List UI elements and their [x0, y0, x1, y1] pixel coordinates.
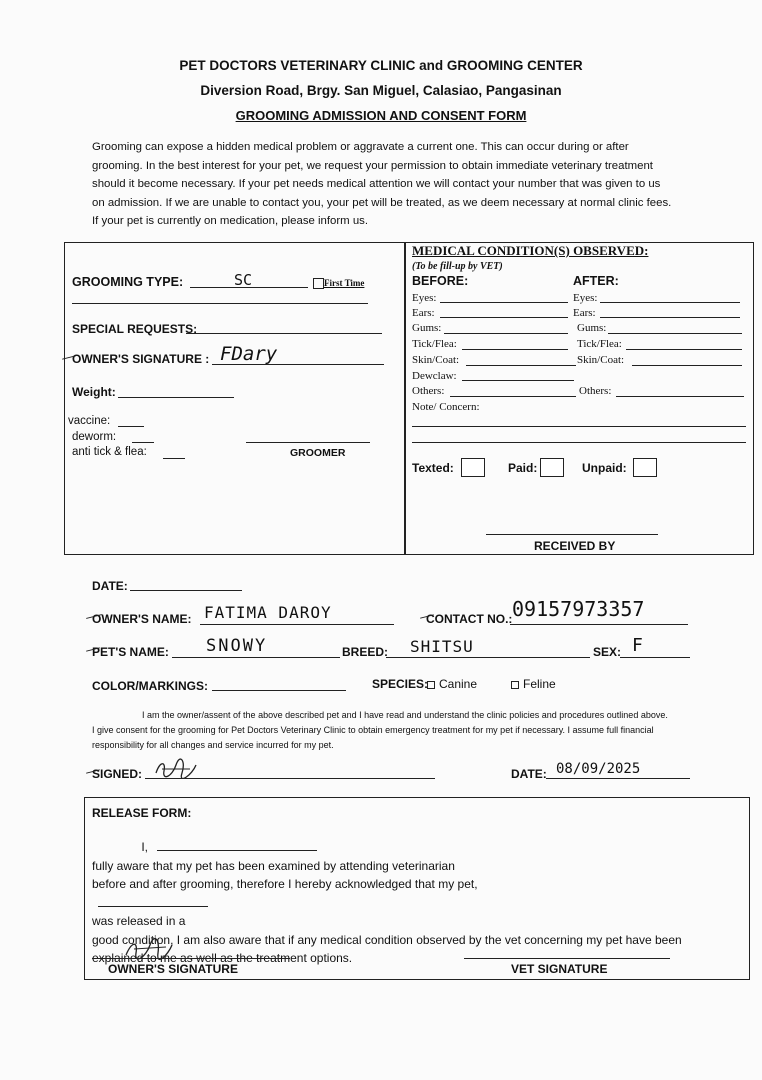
consent-line: I am the owner/assent of the above described pet and I have read and understand the clinic policies and procedures outlined above. — [142, 710, 668, 720]
before-dewclaw-label: Dewclaw: — [412, 370, 457, 382]
release-paragraph — [92, 838, 742, 968]
after-eyes-line[interactable] — [600, 302, 740, 303]
consent-date-line[interactable] — [546, 778, 690, 779]
consent-date-label: DATE: — [511, 767, 547, 781]
anti-tick-line[interactable] — [163, 458, 185, 459]
note-line-1[interactable] — [412, 426, 746, 427]
owner-signature-release-label: OWNER'S SIGNATURE — [108, 962, 238, 976]
release-line: good condition, I am also aware that if any medical condition observed by the vet concerning my pet have been — [92, 932, 682, 947]
before-label: BEFORE: — [412, 274, 469, 288]
release-line: explained to me as well as the treatment options. — [92, 951, 353, 965]
note-line-2[interactable] — [412, 442, 746, 443]
owner-signature-label: OWNER'S SIGNATURE : — [72, 352, 210, 366]
release-pet-line[interactable] — [98, 894, 208, 907]
after-tick-label: Tick/Flea: — [577, 338, 622, 350]
feline-label: Feline — [523, 677, 556, 691]
release-i-label: I, — [141, 840, 148, 854]
canine-checkbox[interactable] — [427, 681, 435, 689]
intro-line: Grooming can expose a hidden medical problem or aggravate a current one. This can occur during or after — [92, 141, 629, 153]
note-label: Note/ Concern: — [412, 401, 480, 413]
release-line1-text: fully aware that my pet has been examined by attending veterinarian — [92, 858, 455, 873]
after-gums-line[interactable] — [608, 333, 742, 334]
vaccine-label: vaccine: — [68, 415, 111, 427]
contact-line[interactable] — [510, 624, 688, 625]
before-skin-label: Skin/Coat: — [412, 354, 460, 366]
owner-name-value[interactable]: FATIMA DAROY — [204, 603, 332, 622]
before-ears-label: Ears: — [412, 307, 435, 319]
species-label: SPECIES: — [372, 677, 429, 691]
release-line2-text: before and after grooming, therefore I hereby acknowledged that my pet, — [92, 877, 478, 891]
grooming-type-value[interactable]: SC — [234, 271, 253, 289]
intro-line: grooming. In the best interest for your pet, we request your permission to obtain immediate veterinary treatment — [92, 159, 653, 172]
after-others-label: Others: — [579, 385, 612, 397]
consent-line: I give consent for the grooming for Pet Doctors Veterinary Clinic to obtain emergency treatment for my pet if necessary. I assume full financial — [92, 725, 654, 735]
before-tick-line[interactable] — [462, 349, 568, 350]
groomer-label: GROOMER — [290, 447, 346, 459]
unpaid-label: Unpaid: — [582, 461, 627, 475]
release-line2-end: was released in a — [92, 914, 186, 928]
before-tick-label: Tick/Flea: — [412, 338, 457, 350]
date-line[interactable] — [130, 590, 242, 591]
before-skin-line[interactable] — [466, 365, 576, 366]
color-markings-label: COLOR/MARKINGS: — [92, 679, 208, 693]
pet-name-value[interactable]: SNOWY — [206, 636, 268, 656]
owner-signature-value: FDary — [220, 343, 278, 365]
sex-value[interactable]: F — [632, 635, 643, 656]
sex-label: SEX: — [593, 645, 622, 659]
intro-line: on admission. If we are unable to contact you, your pet will be treated, as we deem necessary at normal clinic fees. — [92, 196, 672, 209]
before-others-line[interactable] — [450, 396, 576, 397]
anti-tick-label: anti tick & flea: — [72, 446, 147, 458]
received-by-line[interactable] — [486, 534, 658, 535]
box-divider — [404, 242, 406, 555]
deworm-label: deworm: — [72, 431, 117, 443]
owner-name-label: OWNER'S NAME: — [92, 612, 192, 626]
weight-label: Weight: — [72, 385, 116, 399]
weight-line[interactable] — [118, 397, 234, 398]
after-skin-line[interactable] — [632, 365, 742, 366]
vet-signature-line[interactable] — [464, 958, 670, 959]
owner-name-line[interactable] — [200, 624, 394, 625]
deworm-line[interactable] — [132, 442, 154, 443]
after-ears-label: Ears: — [573, 307, 596, 319]
date-label: DATE: — [92, 579, 128, 593]
contact-label: CONTACT NO.: — [426, 612, 513, 626]
grooming-extra-line — [72, 303, 368, 304]
texted-label: Texted: — [412, 461, 454, 475]
clinic-name: PET DOCTORS VETERINARY CLINIC and GROOMING CENTER — [179, 58, 583, 73]
groomer-line[interactable] — [246, 442, 370, 443]
before-dewclaw-line[interactable] — [462, 380, 574, 381]
signed-label: SIGNED: — [92, 767, 143, 781]
color-markings-line[interactable] — [212, 690, 346, 691]
medical-subtitle: (To be fill-up by VET) — [412, 261, 503, 272]
before-others-label: Others: — [412, 385, 445, 397]
after-tick-line[interactable] — [626, 349, 742, 350]
form-title: GROOMING ADMISSION AND CONSENT FORM — [235, 108, 527, 123]
medical-title: MEDICAL CONDITION(S) OBSERVED: — [412, 243, 649, 258]
release-line — [92, 875, 742, 931]
paid-checkbox[interactable] — [540, 458, 564, 477]
vaccine-line[interactable] — [118, 426, 144, 427]
consent-date-value[interactable]: 08/09/2025 — [556, 761, 641, 777]
consent-line: responsibility for all changes and service incurred for my pet. — [92, 740, 334, 750]
feline-checkbox[interactable] — [511, 681, 519, 689]
intro-line: should it become necessary. If your pet needs medical attention we will contact your number that was given to us — [92, 178, 661, 190]
first-time-checkbox[interactable] — [313, 278, 324, 289]
unpaid-checkbox[interactable] — [633, 458, 657, 477]
vet-signature-label: VET SIGNATURE — [511, 962, 608, 976]
texted-checkbox[interactable] — [461, 458, 485, 477]
owner-signature-release-line[interactable] — [92, 958, 290, 959]
signature-scribble-icon — [152, 757, 198, 779]
sex-line[interactable] — [620, 657, 690, 658]
after-skin-label: Skin/Coat: — [577, 354, 625, 366]
breed-line[interactable] — [386, 657, 590, 658]
after-gums-label: Gums: — [577, 322, 607, 334]
special-requests-label: SPECIAL REQUESTS: — [72, 322, 198, 336]
pet-name-line[interactable] — [172, 657, 340, 658]
release-name-line[interactable] — [157, 838, 317, 851]
grooming-type-label: GROOMING TYPE: — [72, 275, 184, 289]
canine-label: Canine — [439, 677, 478, 691]
after-label: AFTER: — [573, 274, 619, 288]
paid-label: Paid: — [508, 461, 538, 475]
special-requests-line[interactable] — [186, 333, 382, 334]
received-by-label: RECEIVED BY — [534, 539, 616, 553]
before-gums-line[interactable] — [444, 333, 568, 334]
release-line — [92, 838, 742, 875]
intro-line: If your pet is currently on medication, please inform us. — [92, 215, 369, 227]
before-eyes-label: Eyes: — [412, 292, 437, 304]
clinic-address: Diversion Road, Brgy. San Miguel, Calasiao, Pangasinan — [200, 83, 562, 98]
release-title: RELEASE FORM: — [92, 806, 192, 820]
breed-label: BREED: — [342, 645, 389, 659]
contact-value[interactable]: 09157973357 — [512, 597, 645, 621]
breed-value[interactable]: SHITSU — [410, 637, 474, 656]
intro-paragraph — [92, 138, 698, 231]
first-time-label: First Time — [324, 278, 365, 288]
after-eyes-label: Eyes: — [573, 292, 598, 304]
before-ears-line[interactable] — [440, 317, 568, 318]
before-eyes-line[interactable] — [440, 302, 568, 303]
after-ears-line[interactable] — [600, 317, 740, 318]
after-others-line[interactable] — [616, 396, 744, 397]
before-gums-label: Gums: — [412, 322, 442, 334]
pet-name-label: PET'S NAME: — [92, 645, 169, 659]
